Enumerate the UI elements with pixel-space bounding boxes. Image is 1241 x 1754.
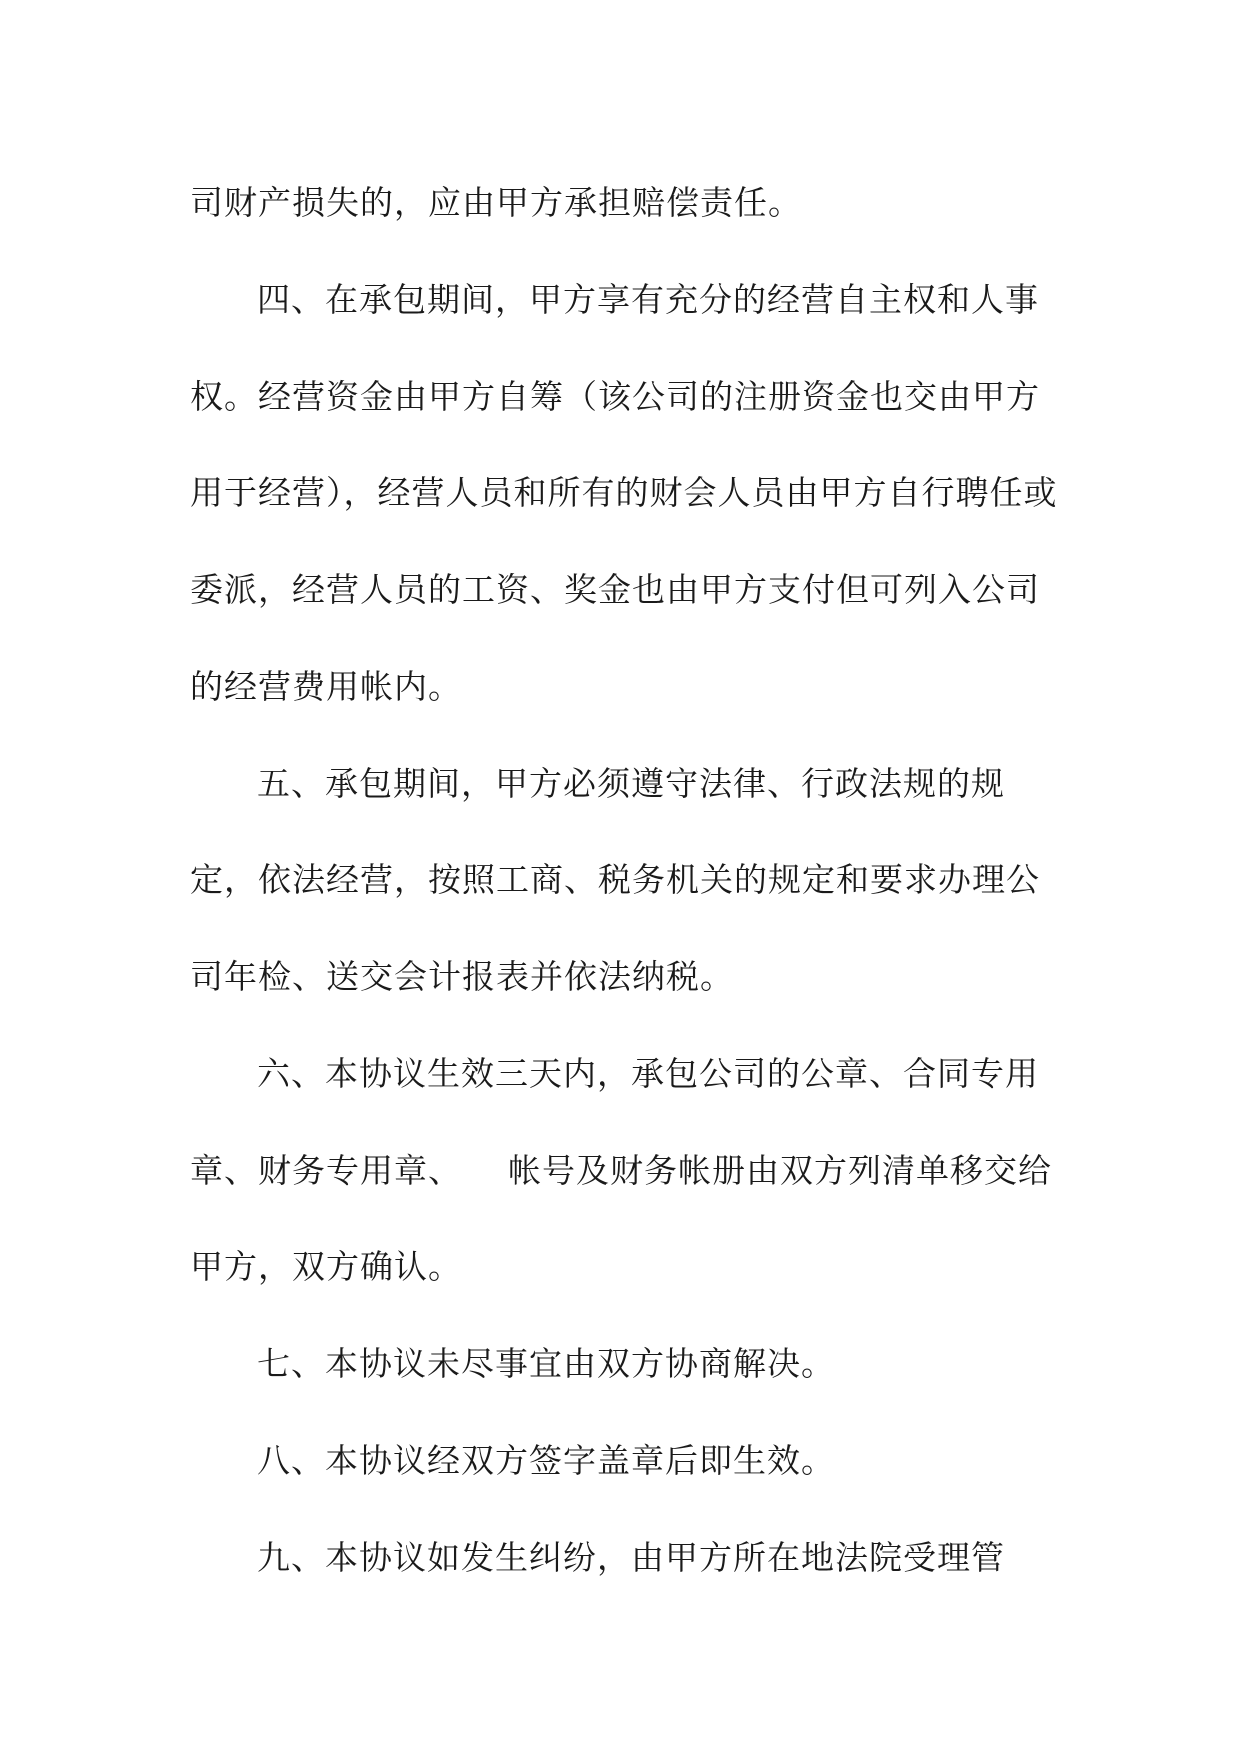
clause-6-line-1: 六、本协议生效三天内，承包公司的公章、合同专用: [257, 1054, 1039, 1093]
clause-9-line-1: 九、本协议如发生纠纷，由甲方所在地法院受理管: [257, 1538, 1005, 1577]
clause-4-line-2: 权。经营资金由甲方自筹（该公司的注册资金也交由甲方: [190, 377, 1040, 416]
clause-4-line-4: 委派，经营人员的工资、奖金也由甲方支付但可列入公司: [190, 570, 1040, 609]
clause-5-line-1: 五、承包期间，甲方必须遵守法律、行政法规的规: [257, 764, 1005, 803]
clause-7-line-1: 七、本协议未尽事宜由双方协商解决。: [257, 1344, 835, 1383]
clause-5-line-2: 定，依法经营，按照工商、税务机关的规定和要求办理公: [190, 860, 1040, 899]
clause-6-line-3: 甲方，双方确认。: [190, 1247, 462, 1286]
clause-4-line-1: 四、在承包期间，甲方享有充分的经营自主权和人事: [257, 280, 1039, 319]
clause-4-line-5: 的经营费用帐内。: [190, 667, 462, 706]
clause-5-line-3: 司年检、送交会计报表并依法纳税。: [190, 957, 734, 996]
text-line-1: 司财产损失的，应由甲方承担赔偿责任。: [190, 183, 802, 222]
clause-6-line-2: 章、财务专用章、 帐号及财务帐册由双方列清单移交给: [190, 1151, 1052, 1190]
clause-8-line-1: 八、本协议经双方签字盖章后即生效。: [257, 1441, 835, 1480]
clause-4-line-3: 用于经营），经营人员和所有的财会人员由甲方自行聘任或: [190, 473, 1058, 512]
